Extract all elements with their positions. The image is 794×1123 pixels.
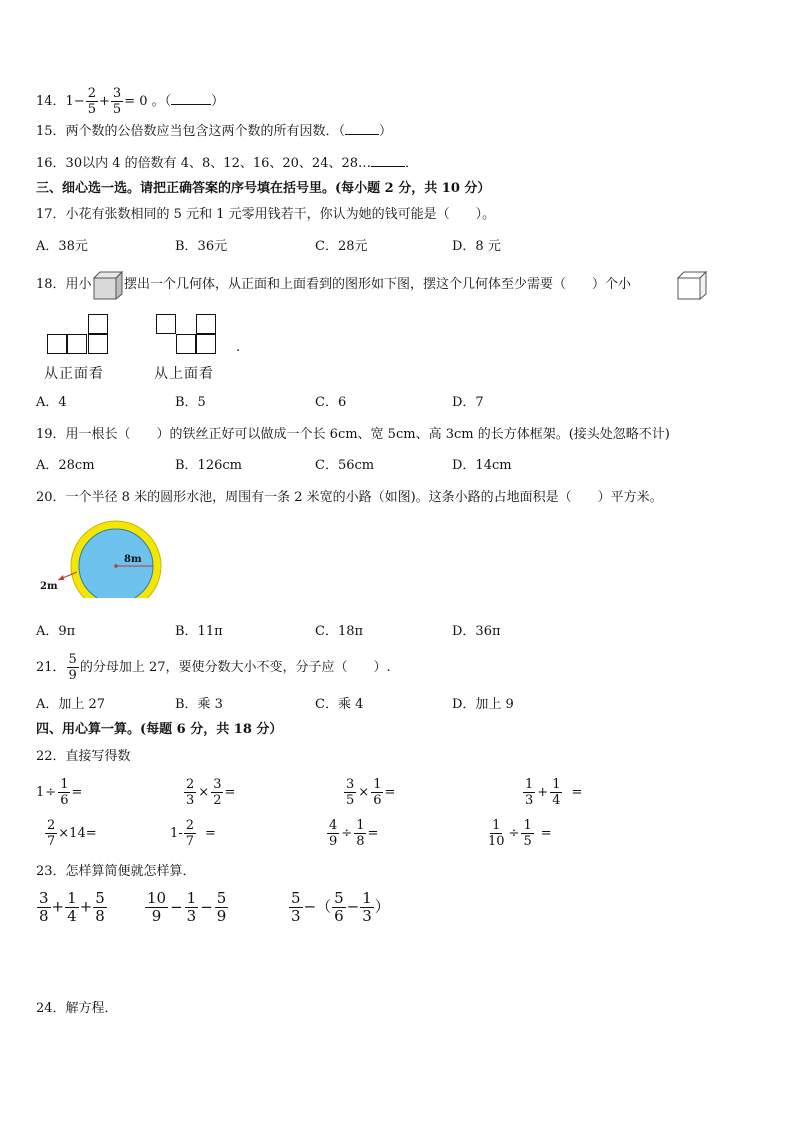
option-b[interactable]: B．5 [175,395,206,410]
expression: $\frac{1}{10}$ ÷ $\frac{1}{5}$ = [488,818,552,849]
expression: $\frac{3}{8}$ + $\frac{1}{4}$ + $\frac{5}{8}$ [39,889,105,925]
expression: $\frac{4}{9}$ ÷ $\frac{1}{8}$ = [329,818,379,849]
answer-blank[interactable] [171,104,211,105]
question-23-title: 23．怎样算简便就怎样算． [36,864,196,879]
expression: $\frac{5}{3}$ −（ $\frac{5}{6}$ − $\frac{1}{3}$ ） [291,889,390,925]
option-d[interactable]: D．14cm [452,458,512,473]
cube-icon [92,270,124,300]
grid-cell [196,334,216,354]
option-b[interactable]: B．11π [175,624,223,639]
path-width-label: 2m [40,581,58,592]
option-d[interactable]: D．加上 9 [452,697,514,712]
expression: 1- $\frac{2}{7}$ = [170,818,216,849]
option-d[interactable]: D．36π [452,624,501,639]
fraction: $\frac{3}{5}$ [112,86,122,117]
grid-cell [156,314,176,334]
section-3-heading: 三、细心选一选。请把正确答案的序号填在括号里。(每小题 2 分，共 10 分） [36,181,491,196]
question-24-title: 24．解方程． [36,1001,118,1016]
option-a[interactable]: A．9π [36,624,76,639]
option-a[interactable]: A．38元 [36,239,88,254]
fraction: $\frac{2}{5}$ [87,86,96,117]
option-a[interactable]: A．加上 27 [36,697,106,712]
option-c[interactable]: C．56cm [315,458,375,473]
question-19: 19．用一根长（ ）的铁丝正好可以做成一个长 6cm、宽 5cm、高 3cm 的长方体框架。(接头处忽略不计) [36,427,670,442]
expression: $\frac{2}{3}$ × $\frac{3}{2}$ = [186,777,236,808]
question-18-part1: 18．用小 [36,277,92,292]
grid-cell [176,334,196,354]
option-a[interactable]: A．4 [36,395,67,410]
question-22-title: 22．直接写得数 [36,749,131,764]
expression: $\frac{10}{9}$ − $\frac{1}{3}$ − $\frac{5}{9}$ [147,889,227,925]
grid-cell [47,334,67,354]
option-c[interactable]: C．6 [315,395,347,410]
answer-blank[interactable] [371,166,405,167]
top-view-label: 从上面看 [154,366,214,382]
expression: 1÷ $\frac{1}{6}$ = [36,777,83,808]
question-15: 15．两个数的公倍数应当包含这两个数的所有因数．（ ） [36,124,393,139]
fraction: $\frac{5}{9}$ [68,652,77,683]
radius-label: 8m [124,554,142,565]
grid-cell [88,314,108,334]
question-21: 21． $\frac{5}{9}$ 的分母加上 27，要使分数大小不变，分子应（ ）. [36,652,391,683]
pond-figure [36,518,166,598]
expression: $\frac{1}{3}$ + $\frac{1}{4}$ = [525,777,583,808]
option-d[interactable]: D．8 元 [452,239,501,254]
period-mark: . [236,340,241,355]
question-17: 17．小花有张数相同的 5 元和 1 元零用钱若干，你认为她的钱可能是（ ）。 [36,207,496,222]
expression: $\frac{2}{7}$ ×14= [47,818,97,849]
option-c[interactable]: C．18π [315,624,364,639]
question-14: 14．1− $\frac{2}{5}$ + $\frac{3}{5}$ = 0 。（ ） [36,86,225,117]
grid-cell [67,334,87,354]
answer-blank[interactable] [345,134,379,135]
question-16: 16．30以内 4 的倍数有 4、8、12、16、20、24、28… ． [36,156,419,171]
option-c[interactable]: C．乘 4 [315,697,364,712]
front-view-label: 从正面看 [44,366,104,382]
grid-edge [175,314,178,334]
option-b[interactable]: B．36元 [175,239,228,254]
question-20: 20．一个半径 8 米的圆形水池，周围有一条 2 米宽的小路（如图)。这条小路的占地面积是（ ）平方米。 [36,490,663,505]
grid-cell [196,314,216,334]
option-a[interactable]: A．28cm [36,458,95,473]
cube-icon [676,270,708,300]
expression: $\frac{3}{5}$ × $\frac{1}{6}$ = [346,777,396,808]
option-c[interactable]: C．28元 [315,239,368,254]
option-b[interactable]: B．乘 3 [175,697,223,712]
question-18-part2: 摆出一个几何体，从正面和上面看到的图形如下图，摆这个几何体至少需要（ ）个小 [124,277,632,292]
option-d[interactable]: D．7 [452,395,484,410]
option-b[interactable]: B．126cm [175,458,242,473]
section-4-heading: 四、用心算一算。(每题 6 分，共 18 分） [36,722,283,737]
grid-cell [88,334,108,354]
